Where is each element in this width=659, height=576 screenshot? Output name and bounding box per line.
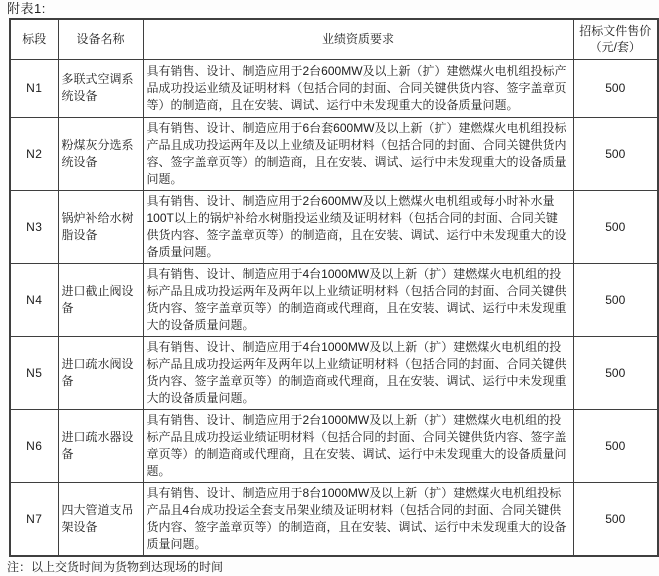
table-header-row: [10, 19, 658, 59]
price-cell: 500: [573, 190, 658, 263]
price-cell: 500: [573, 263, 658, 336]
bid-sections-table: [9, 18, 659, 557]
requirement-cell: 具有销售、设计、制造应用于6台套600MW及以上新（扩）建燃煤火电机组投标产品且成功投运两年及以上业绩及证明材料（包括合同的封面、合同关键供货内容、签字盖章页等）的制造商，且在安装、调试、运行中未发现重大的设备质量问题。: [143, 117, 573, 190]
header-requirement: 业绩资质要求: [143, 19, 573, 59]
header-section: 标段: [10, 19, 58, 59]
price-cell: 500: [573, 117, 658, 190]
header-price: [573, 19, 658, 59]
equipment-cell: 进口疏水阀设备: [58, 336, 143, 409]
table-row: [10, 190, 658, 263]
requirement-cell: 具有销售、设计、制造应用于4台1000MW及以上新（扩）建燃煤火电机组的投标产品且成功投运两年及两年以上业绩证明材料（包括合同的封面、合同关键供货内容、签字盖章页等）的制造商或代理商，且在安装、调试、运行中未发现重大的设备质量问题。: [143, 263, 573, 336]
page-title: 附表1:: [7, 1, 46, 16]
table-row: [10, 59, 658, 117]
table-row: [10, 482, 658, 556]
equipment-cell: 多联式空调系统设备: [58, 59, 143, 117]
table-row: [10, 117, 658, 190]
table-row: [10, 336, 658, 409]
equipment-cell: 四大管道支吊架设备: [58, 482, 143, 556]
requirement-cell: 具有销售、设计、制造应用于2台600MW及以上燃煤火电机组或每小时补水量100T以上的锅炉补给水树脂投运业绩及证明材料（包括合同的封面、合同关键供货内容、签字盖章页等）的制造商，且在安装、调试、运行中未发现重大的设备质量问题。: [143, 190, 573, 263]
header-price-line1: 招标文件售价: [579, 24, 652, 39]
price-cell: 500: [573, 409, 658, 482]
section-cell: N7: [10, 482, 58, 556]
requirement-cell: 具有销售、设计、制造应用于4台1000MW及以上新（扩）建燃煤火电机组的投标产品且成功投运两年及两年以上业绩证明材料（包括合同的封面、合同关键供货内容、签字盖章页等）的制造商或代理商，且在安装、调试、运行中未发现重大的设备质量问题。: [143, 336, 573, 409]
section-cell: N5: [10, 336, 58, 409]
footnote: 注：以上交货时间为货物到达现场的时间: [7, 559, 224, 574]
header-price-line2: （元/套）: [589, 40, 641, 55]
header-equipment: 设备名称: [58, 19, 143, 59]
price-cell: 500: [573, 482, 658, 556]
requirement-cell: 具有销售、设计、制造应用于2台1000MW及以上新（扩）建燃煤火电机组的投标产品且成功投运业绩证明材料（包括合同的封面、合同关键供货内容、签字盖章页等）的制造商或代理商，且在安装、调试、运行中未发现重大的设备质量问题。: [143, 409, 573, 482]
section-cell: N2: [10, 117, 58, 190]
requirement-cell: 具有销售、设计、制造应用于8台1000MW及以上新（扩）建燃煤火电机组投标产品且4台成功投运全套支吊架业绩及证明材料（包括合同的封面、合同关键供货内容、签字盖章页等）的制造商，且在安装、调试、运行中未发现重大的设备质量问题。: [143, 482, 573, 556]
equipment-cell: 进口疏水器设备: [58, 409, 143, 482]
equipment-cell: 锅炉补给水树脂设备: [58, 190, 143, 263]
section-cell: N4: [10, 263, 58, 336]
equipment-cell: 粉煤灰分选系统设备: [58, 117, 143, 190]
table-row: [10, 409, 658, 482]
price-cell: 500: [573, 336, 658, 409]
equipment-cell: 进口截止阀设备: [58, 263, 143, 336]
section-cell: N6: [10, 409, 58, 482]
table-row: [10, 263, 658, 336]
section-cell: N1: [10, 59, 58, 117]
section-cell: N3: [10, 190, 58, 263]
requirement-cell: 具有销售、设计、制造应用于2台600MW及以上新（扩）建燃煤火电机组投标产品成功投运业绩及证明材料（包括合同的封面、合同关键供货内容、签字盖章页等）的制造商，且在安装、调试、运行中未发现重大的设备质量问题。: [143, 59, 573, 117]
price-cell: 500: [573, 59, 658, 117]
